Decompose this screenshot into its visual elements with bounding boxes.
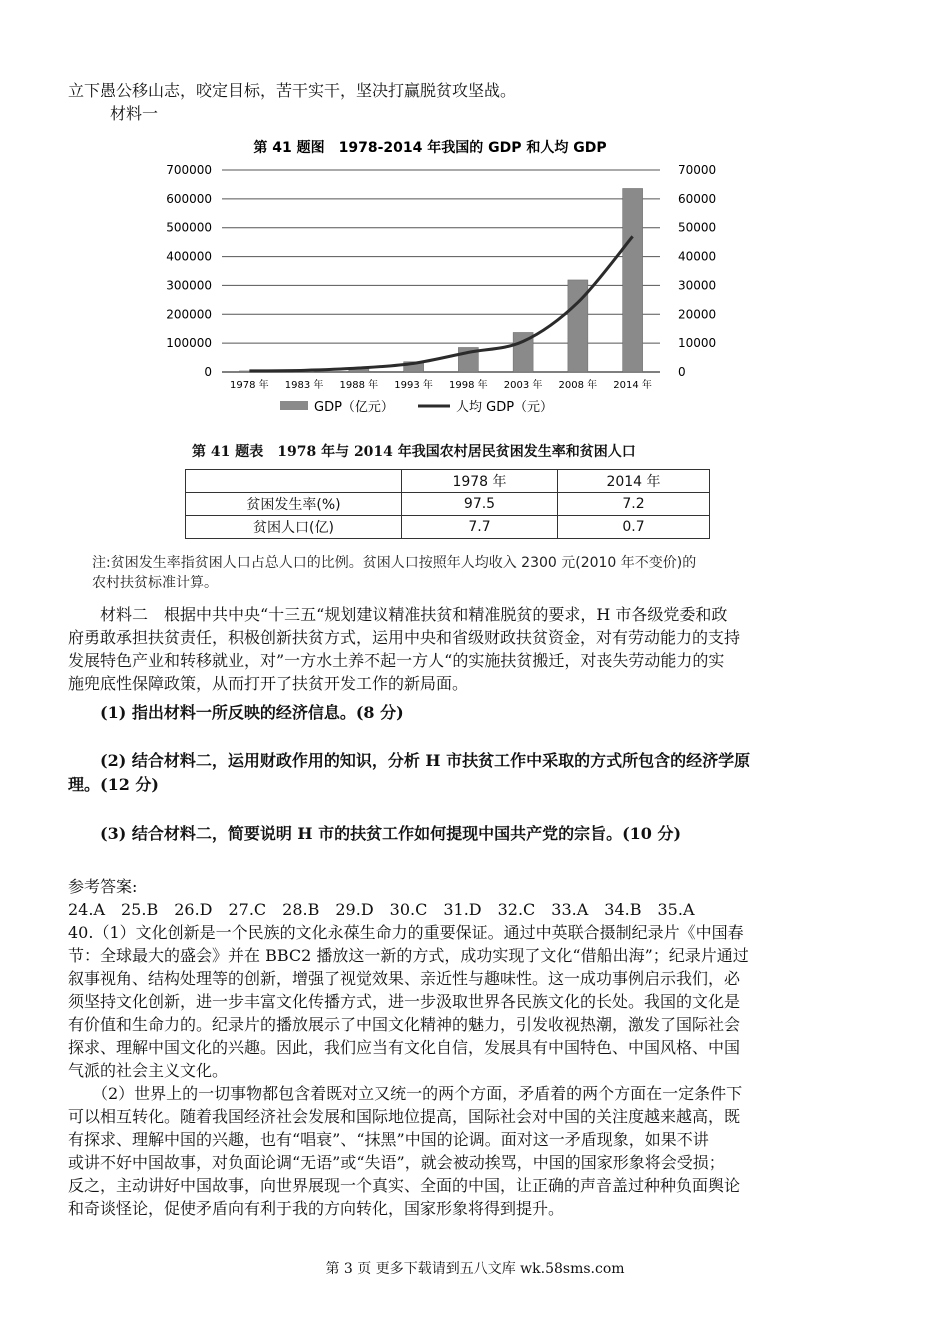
y-right-tick-label: 0 <box>678 365 686 379</box>
y-left-tick-label: 100000 <box>166 336 212 351</box>
chart-title: 第 41 题图 1978-2014 年我国的 GDP 和人均 GDP <box>253 140 607 156</box>
y-left-tick-label: 400000 <box>166 249 212 264</box>
poverty-table <box>185 469 710 539</box>
answer-40-1-line: 节：全球最大的盛会》并在 BBC2 播放这一新的方式，成功实现了文化“借船出海”；纪录片通过 <box>68 946 749 965</box>
y-left-tick-label: 300000 <box>166 278 212 293</box>
table-header-cell <box>186 470 402 493</box>
table-row <box>186 493 710 516</box>
y-right-tick-label: 10000 <box>678 336 717 351</box>
gdp-chart <box>150 130 717 422</box>
x-tick-label: 1978 年 <box>230 380 269 391</box>
y-right-tick-label: 40000 <box>678 249 717 264</box>
gdp-chart-svg <box>150 130 717 422</box>
table-header-cell: 1978 年 <box>402 470 558 493</box>
answer-40-1-line: 探求、理解中国文化的兴趣。因此，我们应当有文化自信，发展具有中国特色、中国风格、中国 <box>68 1038 741 1057</box>
question-2-cont: 理。(12 分) <box>68 775 159 794</box>
y-right-tick-label: 20000 <box>678 307 717 322</box>
y-right-tick-label: 60000 <box>678 191 717 206</box>
y-left-tick-label: 500000 <box>166 220 212 235</box>
y-right-tick-label: 70000 <box>678 163 717 177</box>
answer-40-2-line: 和奇谈怪论，促使矛盾向有利于我的方向转化，国家形象将得到提升。 <box>68 1199 565 1218</box>
answer-label: 参考答案: <box>68 877 138 896</box>
table-title: 第 41 题表 1978 年与 2014 年我国农村居民贫困发生率和贫困人口 <box>192 444 636 460</box>
note-line: 农村扶贫标准计算。 <box>92 575 218 591</box>
y-left-tick-label: 200000 <box>166 307 212 322</box>
x-tick-label: 1988 年 <box>339 380 379 391</box>
table-row <box>186 516 710 539</box>
note-line: 注:贫困发生率指贫困人口占总人口的比例。贫困人口按照年人均收入 2300 元(2010 年不变价)的 <box>92 555 697 571</box>
legend-bar-label: GDP（亿元） <box>314 400 394 415</box>
page-footer: 第 3 页 更多下载请到五八文库 wk.58sms.com <box>325 1261 625 1277</box>
material2-line: 发展特色产业和转移就业，对”一方水土养不起一方人“的实施扶贫搬迁，对丧失劳动能力的实 <box>68 651 725 670</box>
table-cell: 7.7 <box>402 516 558 539</box>
table-cell: 贫困发生率(%) <box>186 493 402 516</box>
y-right-tick-label: 30000 <box>678 278 717 293</box>
material2-line: 材料二 根据中共中央“十三五“规划建议精准扶贫和精准脱贫的要求，H 市各级党委和政 <box>68 605 728 624</box>
material2-line: 施兜底性保障政策，从而打开了扶贫开发工作的新局面。 <box>68 674 469 693</box>
legend-line-label: 人均 GDP（元） <box>456 400 554 415</box>
table-cell: 0.7 <box>558 516 710 539</box>
answer-40-2-line: 反之，主动讲好中国故事，向世界展现一个真实、全面的中国，让正确的声音盖过种种负面舆论 <box>68 1176 741 1195</box>
x-tick-label: 2008 年 <box>558 380 598 391</box>
x-tick-label: 1993 年 <box>394 380 433 391</box>
question-1: (1) 指出材料一所反映的经济信息。(8 分) <box>68 703 404 722</box>
table-header-cell: 2014 年 <box>558 470 710 493</box>
table-cell: 贫困人口(亿) <box>186 516 402 539</box>
y-left-tick-label: 0 <box>204 365 212 379</box>
answers-line: 24.A 25.B 26.D 27.C 28.B 29.D 30.C 31.D 32.C 33.A 34.B 35.A <box>68 900 695 919</box>
y-left-tick-label: 700000 <box>166 163 212 177</box>
answer-40-1-line: 须坚持文化创新，进一步丰富文化传播方式，进一步汲取世界各民族文化的长处。我国的文化是 <box>68 992 741 1011</box>
material1-label: 材料一 <box>110 104 159 123</box>
y-right-tick-label: 50000 <box>678 220 717 235</box>
answer-40-1-line: 40.（1）文化创新是一个民族的文化永葆生命力的重要保证。通过中英联合摄制纪录片《中国春 <box>68 923 744 942</box>
material2-line: 府勇敢承担扶贫责任，积极创新扶贫方式，运用中央和省级财政扶贫资金，对有劳动能力的支持 <box>68 628 741 647</box>
answer-40-2-line: （2）世界上的一切事物都包含着既对立又统一的两个方面，矛盾着的两个方面在一定条件下 <box>68 1084 743 1103</box>
question-2: (2) 结合材料二，运用财政作用的知识，分析 H 市扶贫工作中采取的方式所包含的经济学原 <box>68 751 751 770</box>
x-tick-label: 2003 年 <box>503 380 543 391</box>
table-cell: 7.2 <box>558 493 710 516</box>
table-cell: 97.5 <box>402 493 558 516</box>
y-left-tick-label: 600000 <box>166 191 212 206</box>
answer-40-1-line: 有价值和生命力的。纪录片的播放展示了中国文化精神的魅力，引发收视热潮，激发了国际社会 <box>68 1015 741 1034</box>
answer-40-2-line: 可以相互转化。随着我国经济社会发展和国际地位提高，国际社会对中国的关注度越来越高，既 <box>68 1107 741 1126</box>
answer-40-1-line: 气派的社会主义文化。 <box>68 1061 229 1080</box>
x-tick-label: 1998 年 <box>449 380 488 391</box>
table-header-row <box>186 470 710 493</box>
x-tick-label: 2014 年 <box>613 380 652 391</box>
x-tick-label: 1983 年 <box>284 380 324 391</box>
question-3: (3) 结合材料二，简要说明 H 市的扶贫工作如何提现中国共产党的宗旨。(10 分) <box>68 824 682 843</box>
legend-bar-swatch <box>280 401 308 410</box>
gdp-bar <box>623 188 643 372</box>
intro-line: 立下愚公移山志，咬定目标，苦干实干，坚决打赢脱贫攻坚战。 <box>68 81 517 100</box>
answer-40-2-line: 或讲不好中国故事，对负面论调“无语”或“失语”，就会被动挨骂，中国的国家形象将会受损； <box>68 1153 725 1172</box>
answer-40-2-line: 有探求、理解中国的兴趣，也有“唱衰”、“抹黑”中国的论调。面对这一矛盾现象，如果不讲 <box>68 1130 709 1149</box>
answer-40-1-line: 叙事视角、结构处理等的创新，增强了视觉效果、亲近性与趣味性。这一成功事例启示我们，必 <box>68 969 741 988</box>
